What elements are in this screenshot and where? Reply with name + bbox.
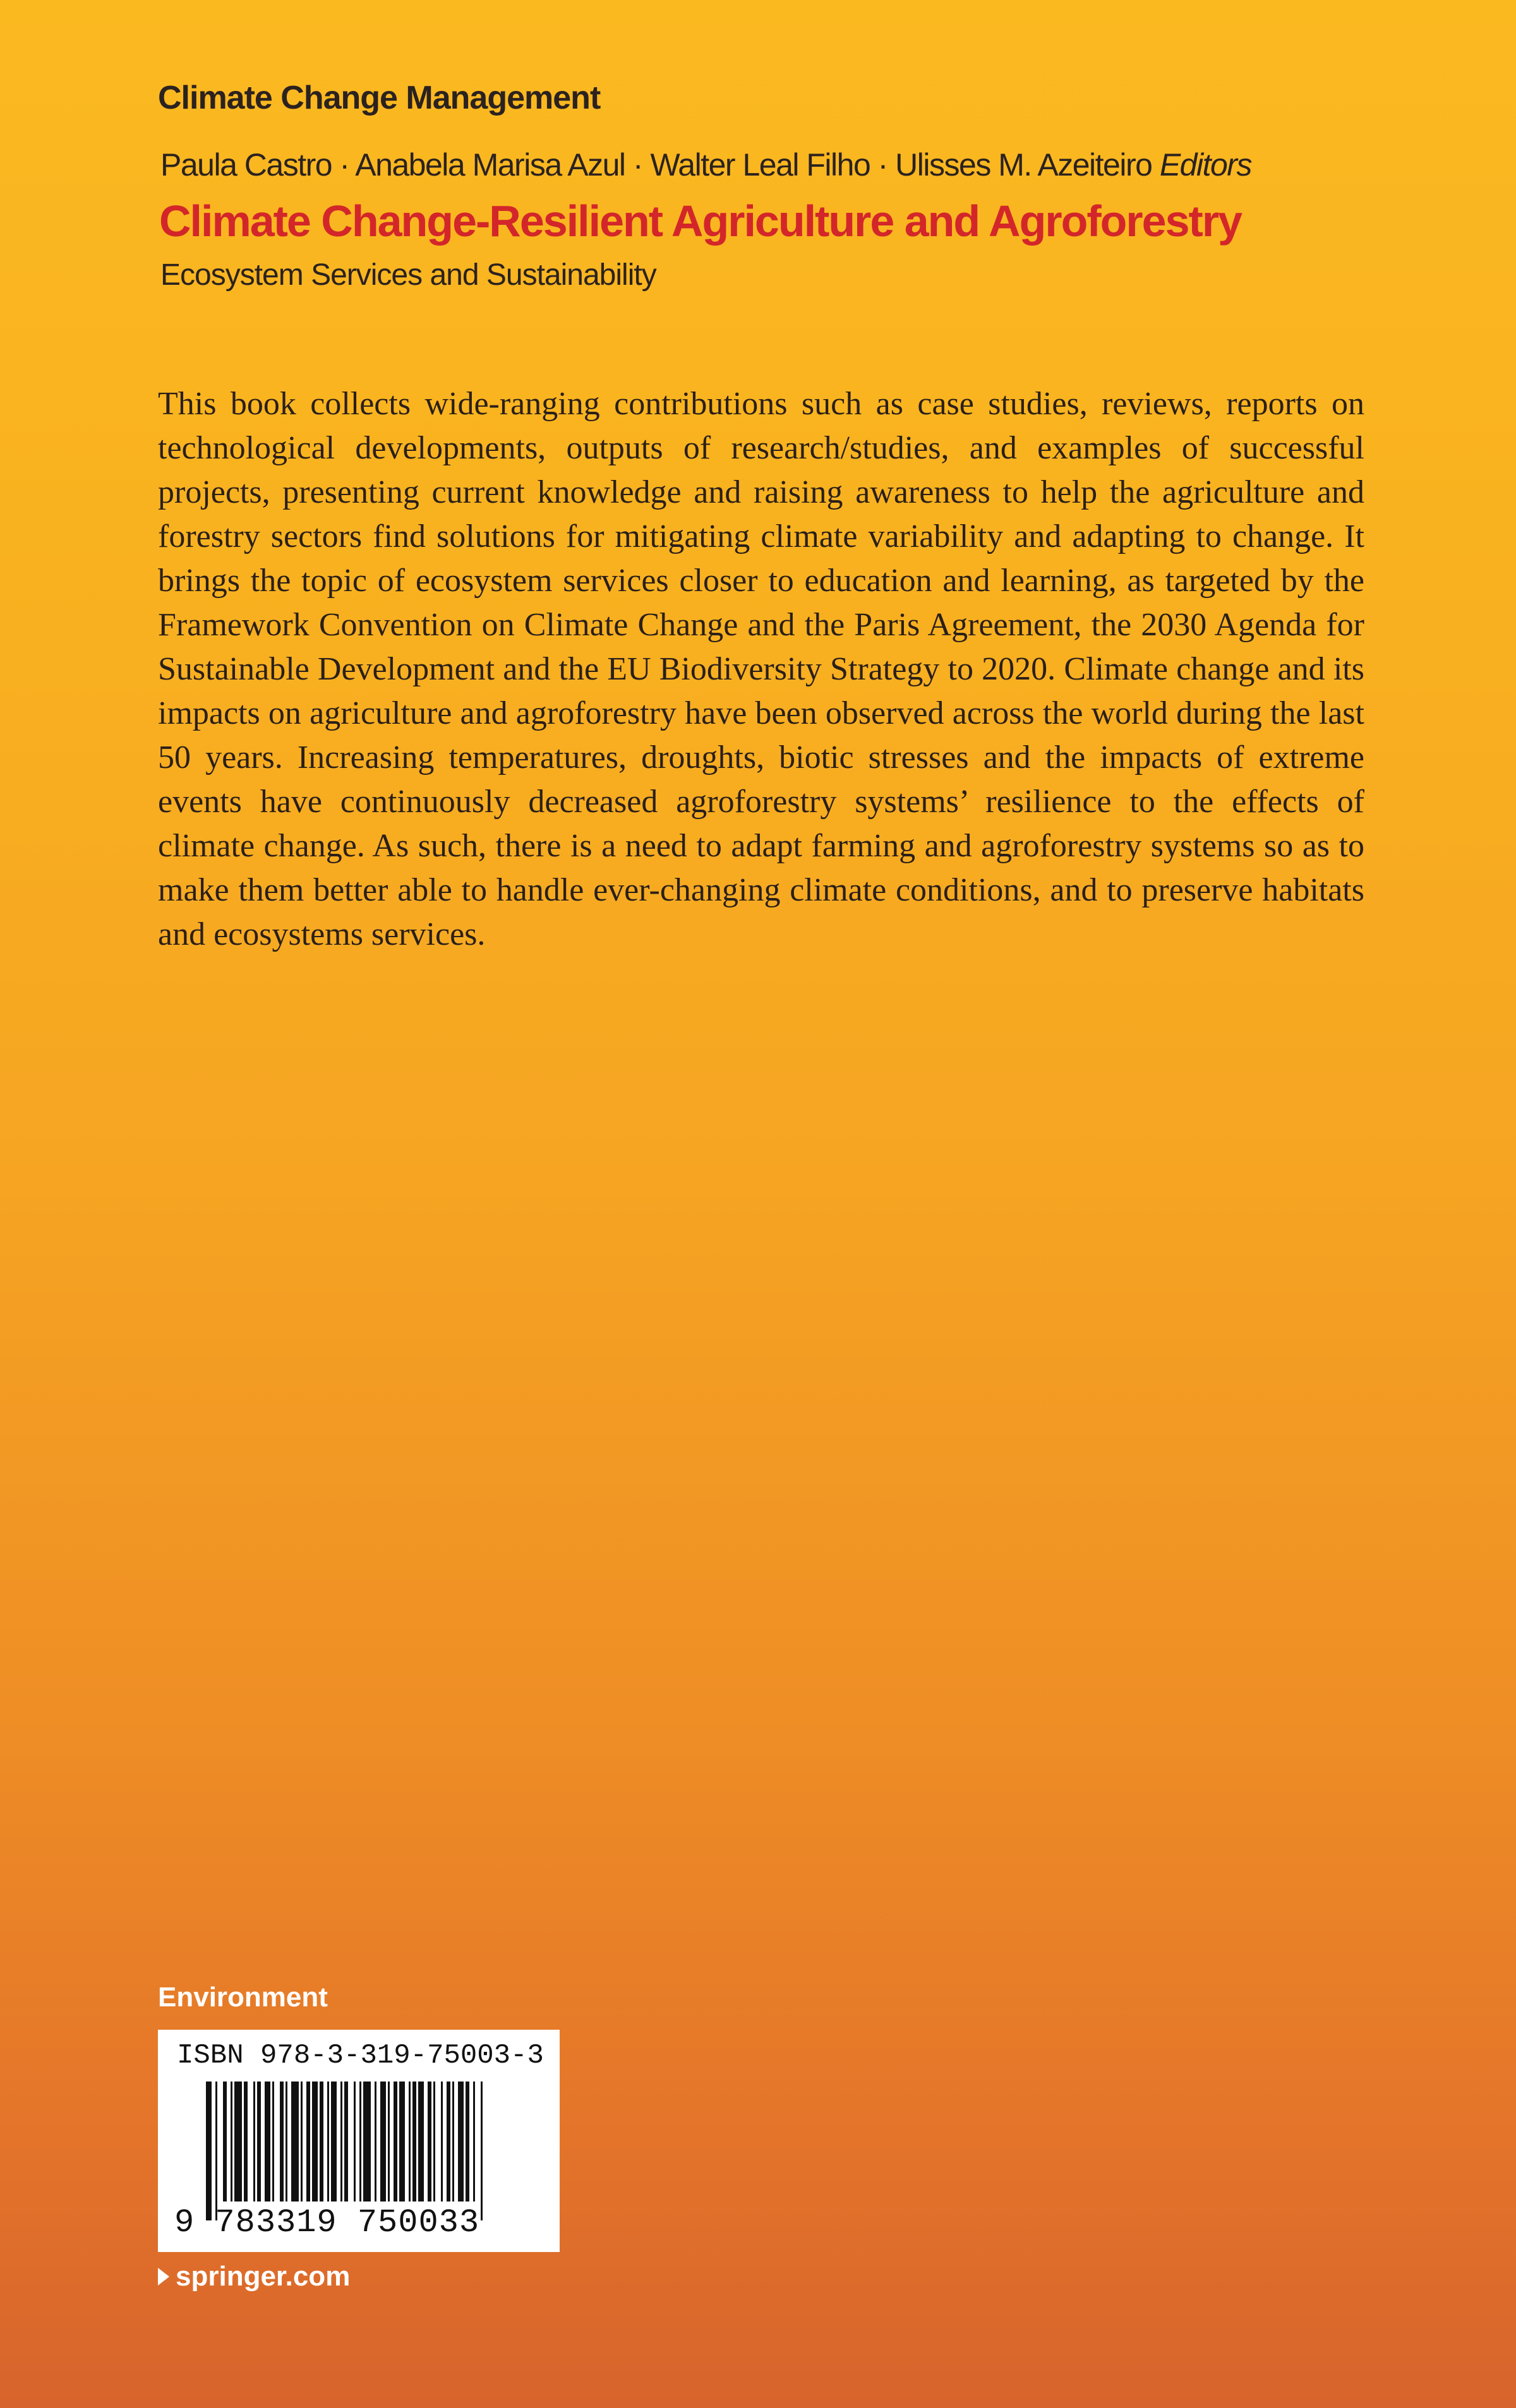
barcode-bar — [409, 2082, 411, 2201]
publisher-url: springer.com — [176, 2261, 351, 2292]
barcode-bar — [327, 2082, 329, 2201]
barcode-bar — [215, 2082, 217, 2220]
barcode-bar — [253, 2082, 255, 2201]
barcode-bar — [359, 2082, 361, 2201]
barcode-bar — [286, 2082, 287, 2201]
barcode-bar — [331, 2082, 337, 2201]
barcode-bar — [291, 2082, 299, 2201]
barcode-bar — [257, 2082, 261, 2201]
barcode-bar — [466, 2082, 469, 2201]
barcode-bar — [388, 2082, 390, 2201]
isbn-number: ISBN 978-3-319-75003-3 — [177, 2040, 544, 2071]
series-name: Climate Change Management — [158, 80, 601, 116]
barcode-bar — [312, 2082, 318, 2201]
arrow-icon — [158, 2268, 169, 2285]
book-subtitle: Ecosystem Services and Sustainability — [160, 258, 656, 292]
barcode-bar — [244, 2082, 248, 2201]
barcode-bar — [223, 2082, 227, 2201]
barcode-bar — [340, 2082, 342, 2201]
subject-category: Environment — [158, 1982, 328, 2013]
barcode-bar — [280, 2082, 284, 2201]
barcode-bar — [272, 2082, 274, 2201]
barcode-bar — [301, 2082, 303, 2201]
barcode-bar — [380, 2082, 386, 2201]
barcode-bar — [399, 2082, 405, 2201]
barcode-bar — [481, 2082, 483, 2220]
barcode-bar — [234, 2082, 242, 2201]
editors-line — [160, 147, 1251, 183]
barcode-bar — [394, 2082, 397, 2201]
barcode-bar — [458, 2082, 464, 2201]
book-title: Climate Change-Resilient Agriculture and Agroforestry — [159, 196, 1242, 246]
barcode-bar — [363, 2082, 371, 2201]
barcode-bar — [265, 2082, 270, 2201]
barcode-bar — [306, 2082, 310, 2201]
barcode-bar — [441, 2082, 443, 2201]
editors-role: Editors — [1159, 147, 1251, 183]
barcode-bar — [412, 2082, 416, 2201]
barcode-bar — [473, 2082, 475, 2201]
barcode-digits: 9 783319 750033 — [174, 2204, 480, 2241]
barcode-bar — [428, 2082, 431, 2201]
barcode-bar — [320, 2082, 323, 2201]
editor-names: Paula Castro · Anabela Marisa Azul · Walter Leal Filho · Ulisses M. Azeiteiro — [160, 147, 1152, 183]
barcode-bar — [447, 2082, 450, 2201]
book-description: This book collects wide-ranging contributions such as case studies, reviews, reports on technological developments, outputs of research/studies, and examples of successful projects, presenting current knowledge and raising awareness to help the agriculture and forestry sectors find solutions for mitigating climate variability and adapting to change. It brings the topic of ecosystem services closer to education and learning, as targeted by the Framework Convention on Climate Change and the Paris Agreement, the 2030 Agenda for Sustainable Development and the EU Biodiversity Strategy to 2020. Climate change and its impacts on agriculture and agroforestry have been observed across the world during the last 50 years. Increasing temperatures, droughts, biotic stresses and the impacts of extreme events have continuously decreased agroforestry systems’ resilience to the effects of climate change. As such, there is a need to adapt farming and agroforestry systems so as to make them better able to handle ever-changing climate conditions, and to preserve habitats and ecosystems services. — [158, 386, 1364, 952]
barcode-bar — [354, 2082, 356, 2201]
publisher-link[interactable] — [158, 2261, 350, 2292]
barcode-bar — [452, 2082, 454, 2201]
barcode-bar — [344, 2082, 348, 2201]
barcode-bar — [418, 2082, 424, 2201]
barcode-bar — [206, 2082, 212, 2220]
barcode-bar — [433, 2082, 435, 2201]
barcode-box — [158, 2030, 560, 2252]
barcode-bar — [375, 2082, 376, 2201]
barcode-bar — [231, 2082, 232, 2201]
